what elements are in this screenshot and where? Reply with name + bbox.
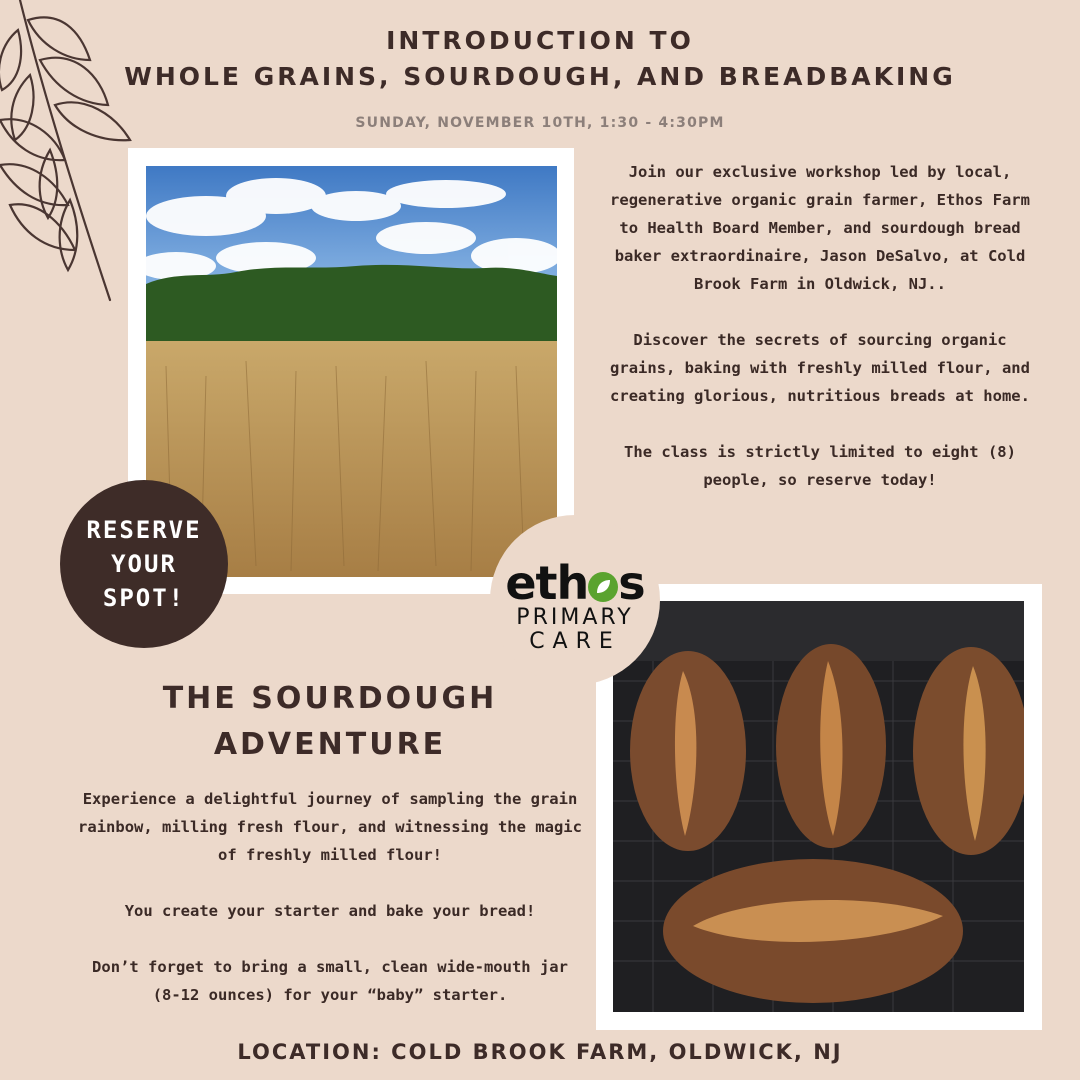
event-location: LOCATION: COLD BROOK FARM, OLDWICK, NJ — [237, 1040, 843, 1064]
reserve-line-2: YOUR — [111, 550, 177, 578]
intro-description — [600, 158, 1040, 494]
sourdough-paragraph-2: You create your starter and bake your bread! — [124, 902, 536, 920]
event-title-line-1: INTRODUCTION TO — [386, 26, 694, 55]
ethos-logo — [490, 515, 660, 685]
sourdough-bread-photo — [613, 601, 1024, 1012]
ethos-wordmark — [505, 556, 645, 610]
event-date: SUNDAY, NOVEMBER 10TH, 1:30 - 4:30PM — [355, 115, 725, 131]
reserve-line-3: SPOT! — [102, 584, 186, 612]
leaf-icon — [588, 572, 618, 602]
bread-photo-frame — [596, 584, 1042, 1030]
sourdough-description — [76, 785, 584, 1009]
intro-paragraph-3: The class is strictly limited to eight (8) people, so reserve today! — [624, 443, 1016, 489]
event-title-line-2: WHOLE GRAINS, SOURDOUGH, AND BREADBAKING — [124, 62, 956, 91]
sourdough-paragraph-1: Experience a delightful journey of sampling the grain rainbow, milling fresh flour, and witnessing the magic of freshly milled flour! — [78, 790, 582, 864]
sourdough-title-line-1: THE SOURDOUGH — [162, 681, 498, 716]
logo-word-prefix: eth — [505, 556, 589, 610]
reserve-line-1: RESERVE — [86, 516, 202, 544]
logo-primary: PRIMARY — [516, 605, 634, 630]
intro-paragraph-2: Discover the secrets of sourcing organic grains, baking with freshly milled flour, and creating glorious, nutritious breads at home. — [610, 331, 1030, 405]
sourdough-title-line-2: ADVENTURE — [213, 727, 447, 762]
intro-paragraph-1: Join our exclusive workshop led by local, regenerative organic grain farmer, Ethos Farm to Health Board Member, and sourdough bread baker extraordinaire, Jason DeSalvo, at Cold Brook Farm in Oldwick, NJ.. — [610, 163, 1030, 293]
sourdough-paragraph-3: Don’t forget to bring a small, clean wide-mouth jar (8-12 ounces) for your “baby” starter. — [92, 958, 568, 1004]
logo-care: CARE — [529, 629, 621, 654]
reserve-spot-badge[interactable] — [60, 480, 228, 648]
sourdough-section-title — [80, 676, 580, 768]
logo-word-suffix: s — [618, 556, 645, 610]
